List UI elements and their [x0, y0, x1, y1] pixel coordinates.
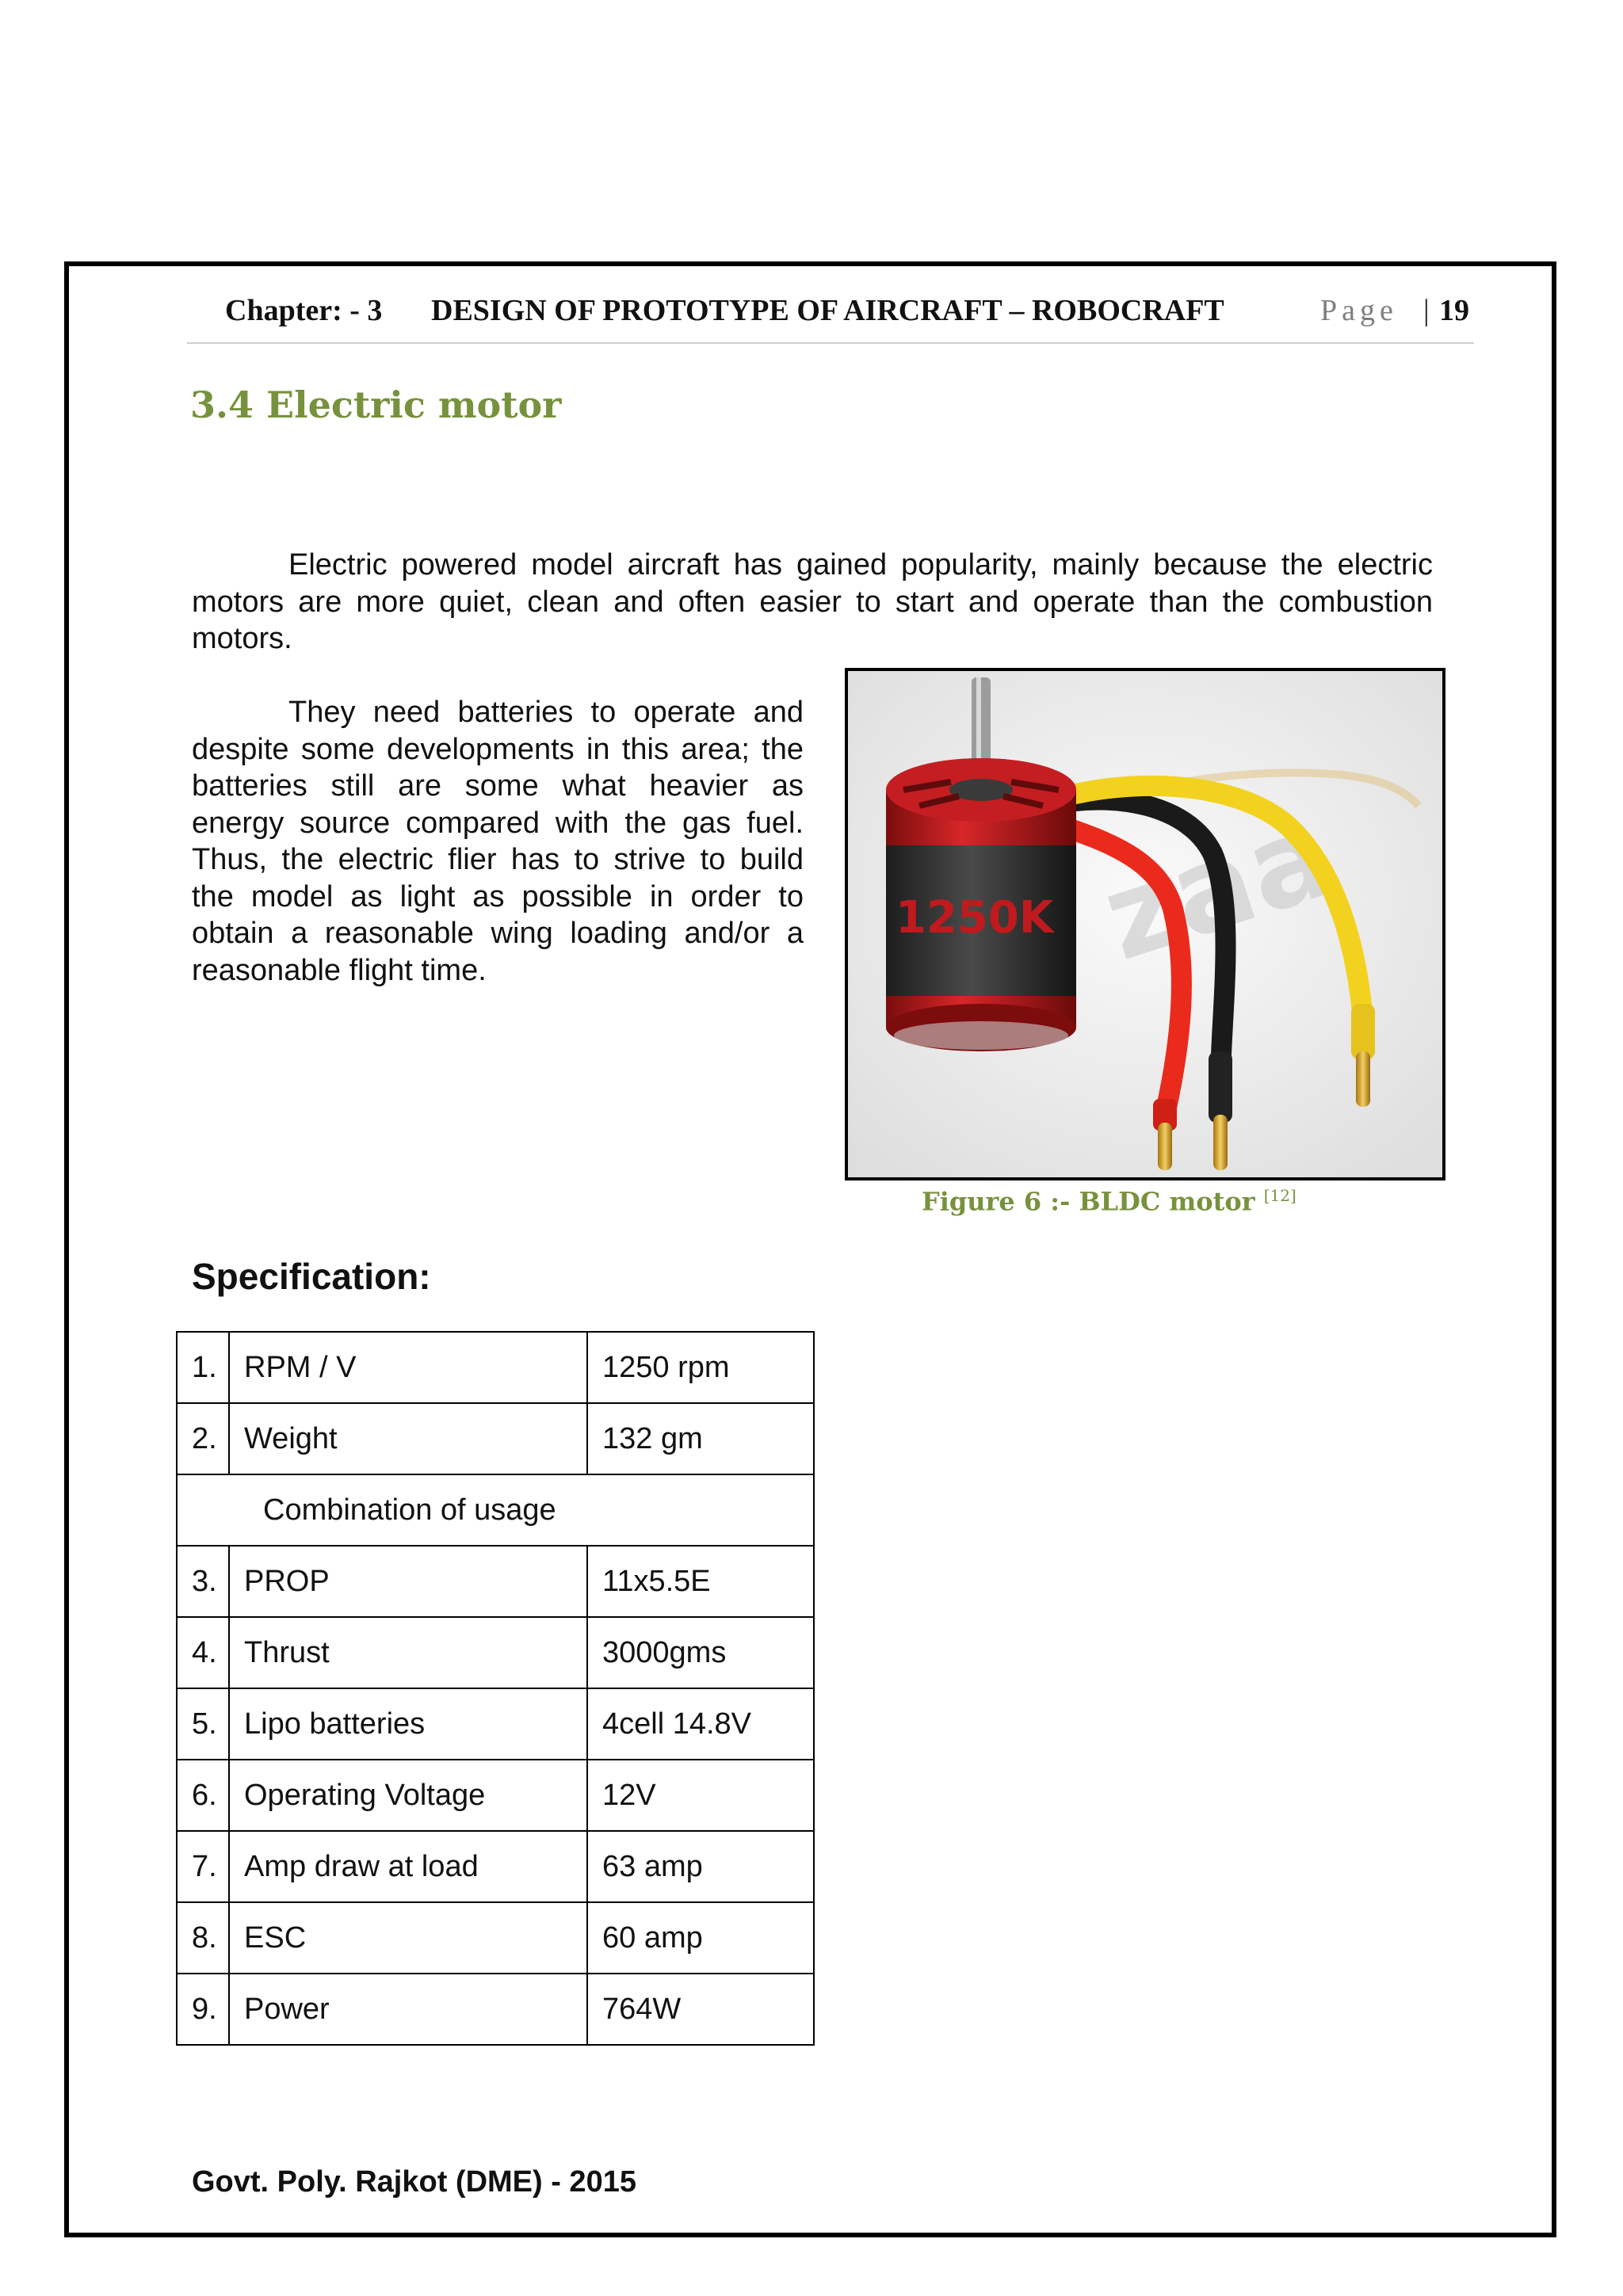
parameter-name: ESC	[229, 1902, 587, 1974]
row-number: 9.	[177, 1974, 229, 2045]
parameter-value: 11x5.5E	[587, 1546, 814, 1617]
paragraph-2-text: They need batteries to operate and despite some developments in this area; the batteries still are some what heavier as energy source compared with the gas fuel. Thus, the electric flier has to strive to build the model as light as possible in order to obtain a reasonable wing loading and/or a reasonable flight time.	[192, 696, 804, 987]
watermark-text: zaa	[1087, 785, 1349, 988]
page-footer: Govt. Poly. Rajkot (DME) - 2015	[192, 2165, 636, 2199]
parameter-name: RPM / V	[229, 1332, 587, 1403]
parameter-value: 3000gms	[587, 1617, 814, 1688]
specification-heading: Specification:	[192, 1256, 431, 1297]
paragraph-1	[192, 547, 1433, 658]
table-row	[177, 1902, 814, 1974]
parameter-value: 12V	[587, 1760, 814, 1831]
table-row	[177, 1688, 814, 1760]
motor-label-text: 1250K	[896, 892, 1054, 944]
page-separator: |	[1423, 294, 1430, 327]
row-number: 3.	[177, 1546, 229, 1617]
parameter-value: 132 gm	[587, 1403, 814, 1474]
row-number: 1.	[177, 1332, 229, 1403]
parameter-name: Operating Voltage	[229, 1760, 587, 1831]
parameter-value: 764W	[587, 1974, 814, 2045]
row-number: 5.	[177, 1688, 229, 1760]
group-label: Combination of usage	[177, 1474, 814, 1546]
parameter-value: 60 amp	[587, 1902, 814, 1974]
figure-reference: [12]	[1263, 1186, 1296, 1205]
table-row	[177, 1403, 814, 1474]
parameter-value: 1250 rpm	[587, 1332, 814, 1403]
parameter-name: Thrust	[229, 1617, 587, 1688]
specification-table	[176, 1331, 815, 2046]
table-row	[177, 1617, 814, 1688]
page-header	[187, 287, 1474, 344]
table-row	[177, 1974, 814, 2045]
paragraph-1-text: Electric powered model aircraft has gained popularity, mainly because the electric motors are more quiet, clean and often easier to start and operate than the combustion motors.	[192, 548, 1433, 655]
table-row	[177, 1831, 814, 1902]
page-number: 19	[1439, 294, 1469, 327]
page-label: Page	[1320, 294, 1398, 327]
section-heading: 3.4 Electric motor	[190, 383, 562, 426]
figure-caption	[922, 1186, 1296, 1217]
row-number: 8.	[177, 1902, 229, 1974]
motor-figure	[845, 668, 1445, 1180]
parameter-value: 4cell 14.8V	[587, 1688, 814, 1760]
table-row	[177, 1332, 814, 1403]
paragraph-2	[192, 694, 804, 989]
row-number: 4.	[177, 1617, 229, 1688]
chapter-label: Chapter: - 3	[225, 294, 383, 327]
parameter-name: PROP	[229, 1546, 587, 1617]
chapter-title: DESIGN OF PROTOTYPE OF AIRCRAFT – ROBOCRAFT	[431, 294, 1224, 327]
parameter-name: Power	[229, 1974, 587, 2045]
parameter-name: Weight	[229, 1403, 587, 1474]
figure-caption-text: Figure 6 :- BLDC motor	[922, 1186, 1255, 1217]
table-row	[177, 1546, 814, 1617]
row-number: 7.	[177, 1831, 229, 1902]
row-number: 2.	[177, 1403, 229, 1474]
parameter-value: 63 amp	[587, 1831, 814, 1902]
parameter-name: Lipo batteries	[229, 1688, 587, 1760]
row-number: 6.	[177, 1760, 229, 1831]
group-row	[177, 1474, 814, 1546]
table-row	[177, 1760, 814, 1831]
parameter-name: Amp draw at load	[229, 1831, 587, 1902]
bldc-motor-illustration	[848, 671, 1442, 1177]
